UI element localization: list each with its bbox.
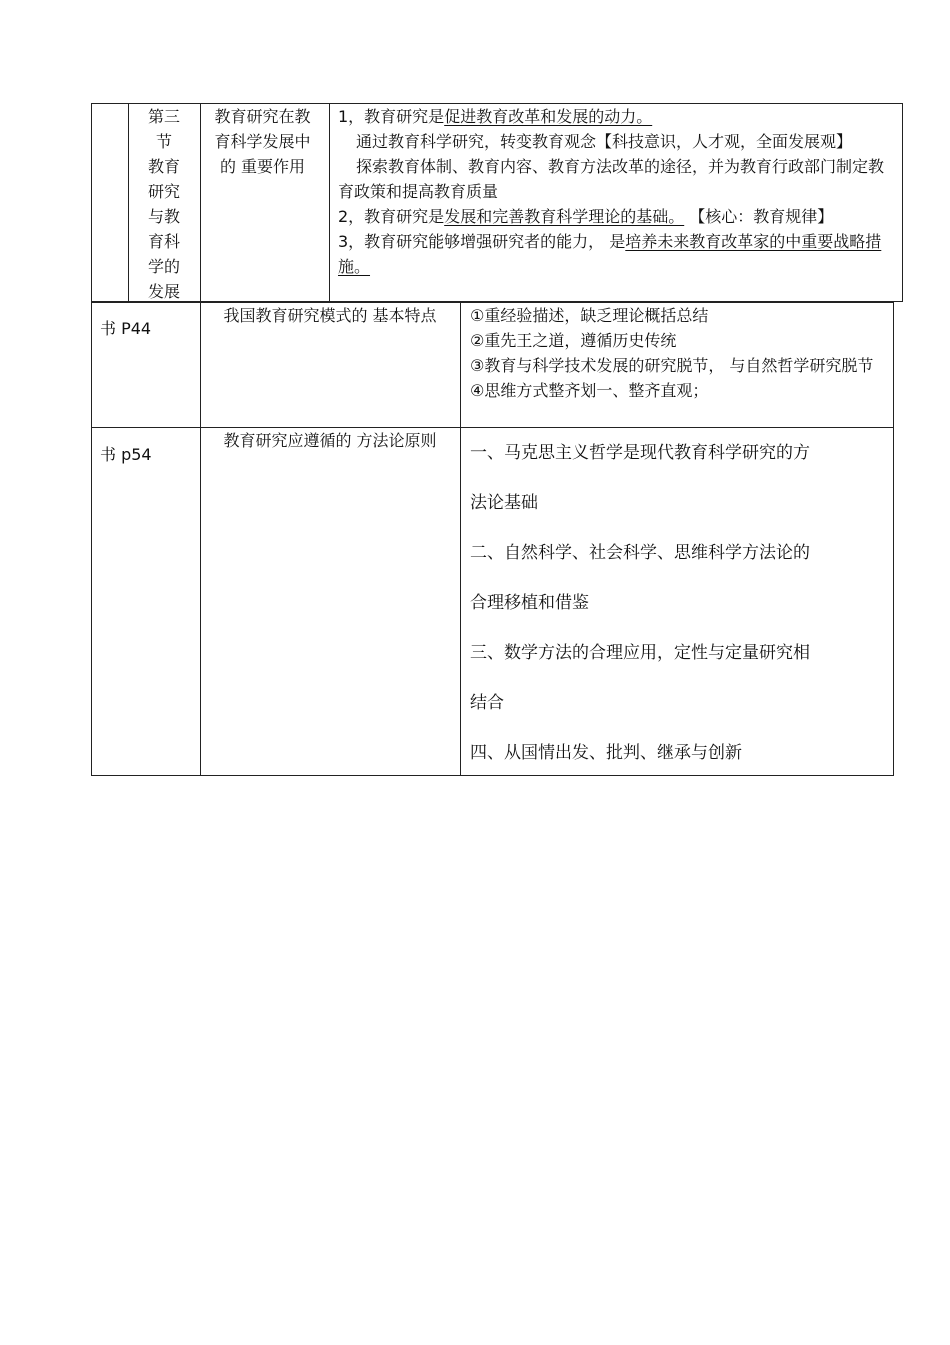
- principle-line: 三、数学方法的合理应用，定性与定量研究相: [470, 643, 810, 663]
- section1-divider-3: [329, 103, 330, 302]
- chapter-line: 发展: [147, 282, 180, 301]
- content-point-3: 3，教育研究能够增强研究者的能力， 是培养未来教育改革家的中重要战略措施。: [338, 232, 882, 276]
- section2-list: [470, 303, 884, 403]
- section1-divider-1: [128, 103, 129, 302]
- chapter-line: 研究: [147, 182, 180, 201]
- column-divider-1: [200, 302, 201, 776]
- section1-content: [338, 104, 898, 279]
- list-item: ④思维方式整齐划一、整齐直观；: [470, 381, 709, 400]
- principle-line: 二、自然科学、社会科学、思维科学方法论的: [470, 543, 810, 563]
- section2-topic: 我国教育研究模式的 基本特点: [223, 306, 437, 325]
- principle-line: 四、从国情出发、批判、继承与创新: [470, 743, 742, 763]
- chapter-line: 第三: [147, 107, 180, 126]
- chapter-line: 教育: [147, 157, 180, 176]
- principle-line: 一、马克思主义哲学是现代教育科学研究的方: [470, 443, 810, 463]
- section3-topic: 教育研究应遵循的 方法论原则: [223, 431, 437, 450]
- chapter-line: 育科: [147, 232, 180, 251]
- section1-divider-2: [200, 103, 201, 302]
- column-divider-2: [460, 302, 461, 776]
- list-item: ②重先王之道，遵循历史传统: [470, 331, 677, 350]
- chapter-line: 节: [155, 132, 172, 151]
- list-item: ③教育与科学技术发展的研究脱节， 与自然哲学研究脱节: [470, 356, 874, 375]
- content-paragraph: 探索教育体制、教育内容、教育方法改革的途径，并为教育行政部门制定教育政策和提高教育质量: [338, 157, 885, 201]
- section3-list: [470, 428, 884, 778]
- chapter-line: 与教: [147, 207, 180, 226]
- section2-reference: 书 P44: [100, 319, 152, 338]
- content-point-2: 2，教育研究是发展和完善教育科学理论的基础。 【核心：教育规律】: [338, 207, 834, 226]
- content-paragraph: 通过教育科学研究，转变教育观念【科技意识，人才观，全面发展观】: [356, 132, 853, 151]
- principle-line: 结合: [470, 693, 504, 713]
- chapter-line: 学的: [147, 257, 180, 276]
- section1-chapter-cell: [135, 104, 193, 304]
- principle-line: 法论基础: [470, 493, 538, 513]
- content-point-1: 1，教育研究是促进教育改革和发展的动力。: [338, 107, 653, 126]
- principle-line: 合理移植和借鉴: [470, 593, 589, 613]
- list-item: ①重经验描述，缺乏理论概括总结: [470, 306, 709, 325]
- section3-reference: 书 p54: [100, 445, 152, 464]
- section1-topic: 教育研究在教育科学发展中的 重要作用: [214, 107, 311, 176]
